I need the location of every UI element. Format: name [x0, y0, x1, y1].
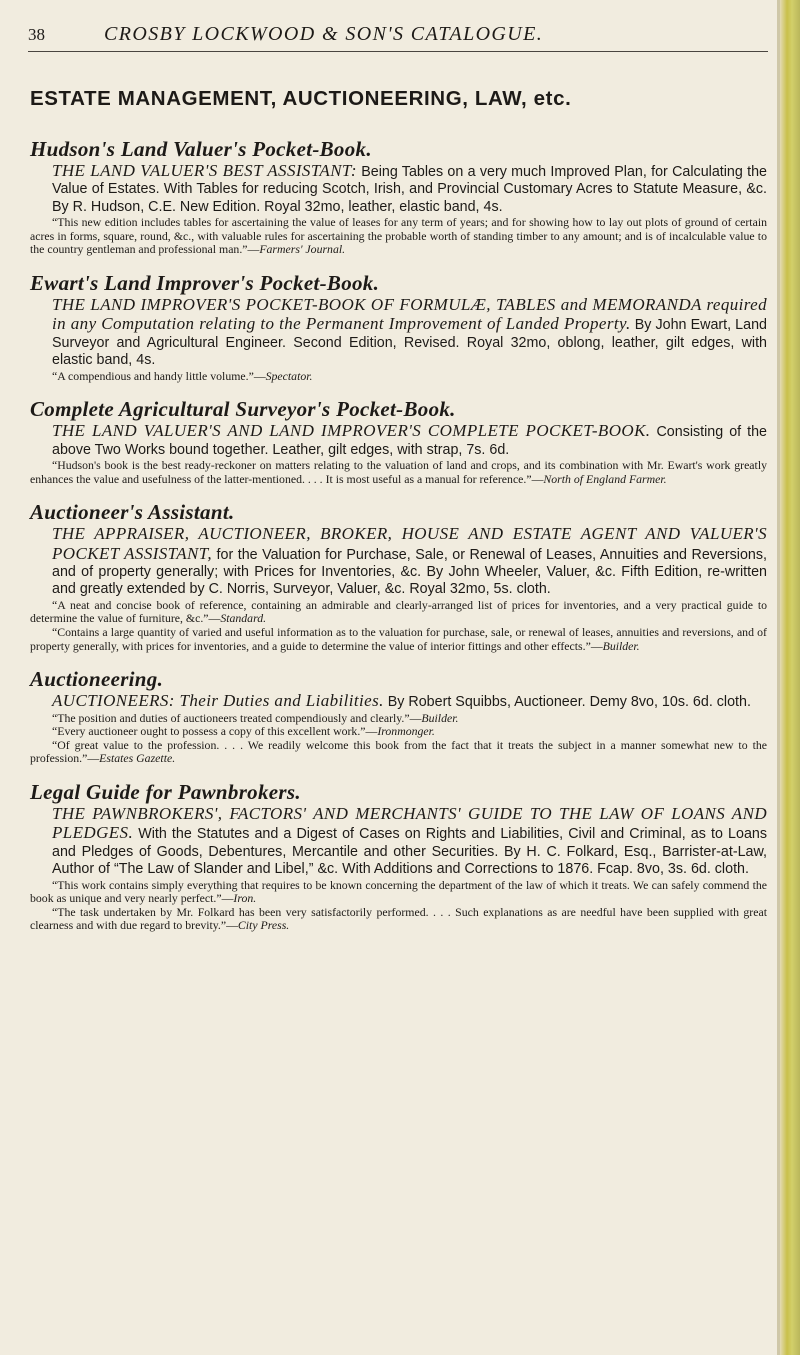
quote-text: “The position and duties of auctioneers treated compendiously and clearly.”— — [52, 710, 422, 725]
entry-heading: Complete Agricultural Surveyor's Pocket-Book. — [30, 397, 456, 422]
catalogue-entry — [30, 667, 767, 766]
entry-heading: Auctioneering. — [30, 667, 164, 692]
entry-title: THE LAND VALUER'S BEST ASSISTANT: — [52, 161, 357, 180]
page-edge — [780, 0, 800, 1355]
quote-source: Builder. — [602, 638, 640, 653]
review-quote — [30, 216, 767, 257]
entry-body — [52, 162, 767, 216]
review-quote — [30, 712, 767, 726]
entry-heading: Legal Guide for Pawnbrokers. — [30, 780, 301, 804]
page-number: 38 — [28, 25, 45, 44]
review-quote — [30, 739, 767, 766]
entry-description: for the Valuation for Purchase, Sale, or Renewal of Leases, Annuities and Reversions, and of property generally; with Prices for Inventories, &c. By John Wheeler, Valuer, &c. Fifth Edition, re-written and greatly extended by C. Norris, Surveyor, Valuer, &c. Royal 32mo, 5s. cloth. — [52, 546, 767, 598]
entry-heading: Ewart's Land Improver's Pocket-Book. — [30, 271, 380, 295]
quote-text: “This new edition includes tables for ascertaining the value of leases for any term of years; and for showing how to lay out plots of ground of certain acres in forms, square, round, &c., with valuable rules for ascertaining the probable worth of standing timber to any amount; and is of incalculable value to the country gentleman and professional man.”— — [30, 215, 767, 257]
review-quote — [30, 370, 767, 384]
entry-body — [52, 692, 767, 711]
quote-source: City Press. — [237, 918, 290, 933]
entry-title: THE LAND IMPROVER'S POCKET-BOOK OF FORMULÆ, TABLES and MEMORANDA required in any Computation relating to the Permanent Improvement of Landed Property. — [52, 295, 767, 334]
entry-title: THE LAND VALUER'S AND LAND IMPROVER'S COMPLETE POCKET-BOOK. — [52, 421, 651, 441]
quote-source: Ironmonger. — [377, 724, 435, 739]
quote-text: “A neat and concise book of reference, containing an admirable and clearly-arranged list of prices for inventories, and a very practical guide to determine the value of furniture, &c.”— — [30, 597, 767, 626]
review-quote — [30, 599, 767, 626]
entry-body — [52, 296, 767, 370]
quote-source: North of England Farmer. — [543, 471, 667, 486]
catalogue-entry — [30, 397, 767, 486]
quote-text: “Hudson's book is the best ready-reckoner on matters relating to the valuation of land and crops, and its combination with Mr. Ewart's work greatly enhances the value and usefulness of the latter-mentioned. . . . It is most useful as a manual for reference.”— — [30, 458, 767, 486]
quote-text: “The task undertaken by Mr. Folkard has been very satisfactorily performed. . . . Such explanations as are needful have been supplied with great clearness and with due regard to brevity.”— — [30, 904, 767, 933]
entry-title: THE APPRAISER, AUCTIONEER, BROKER, HOUSE AND ESTATE AGENT AND VALUER'S POCKET ASSISTANT, — [52, 524, 767, 563]
review-quote — [30, 626, 767, 653]
review-quote — [30, 879, 767, 906]
entry-heading: Auctioneer's Assistant. — [30, 500, 235, 525]
entry-description: With the Statutes and a Digest of Cases on Rights and Liabilities, Civil and Criminal, as to Loans and Pledges of Goods, Debentures, Mercantile and other Securities. By H. C. Folkard, Esq., Barrister-at-Law, Author of “The Law of Slander and Libel,” &c. With Additions and Corrections to 1876. Fcap. 8vo, 3s. 6d. cloth. — [52, 826, 767, 878]
section-title: ESTATE MANAGEMENT, AUCTIONEERING, LAW, etc. — [30, 87, 572, 110]
catalogue-entry — [30, 137, 767, 257]
quote-source: Estates Gazette. — [99, 751, 176, 766]
catalogue-entry — [30, 500, 767, 653]
entries-list — [30, 137, 767, 947]
entry-title: THE PAWNBROKERS', FACTORS' AND MERCHANTS' GUIDE TO THE LAW OF LOANS AND PLEDGES. — [52, 804, 767, 843]
entry-body — [52, 422, 767, 459]
quote-source: Standard. — [220, 611, 267, 626]
quote-source: Spectator. — [265, 368, 313, 383]
running-header — [28, 23, 770, 46]
review-quote — [30, 459, 767, 486]
entry-body — [52, 805, 767, 879]
entry-title: AUCTIONEERS: Their Duties and Liabilities. — [52, 691, 384, 711]
entry-description: Consisting of the above Two Works bound together. Leather, gilt edges, with strap, 7s. 6d. — [52, 424, 768, 458]
quote-text: “Of great value to the profession. . . . We readily welcome this book from the fact that it treats the subject in a manner somewhat new to the profession.”— — [30, 737, 767, 766]
entry-description: By Robert Squibbs, Auctioneer. Demy 8vo, 10s. 6d. cloth. — [383, 694, 751, 711]
quote-text: “This work contains simply everything that requires to be known concerning the department of the law of which it treats. We can safely commend the book as unique and very nearly perfect.”— — [30, 877, 767, 906]
running-title: CROSBY LOCKWOOD & SON'S CATALOGUE. — [104, 23, 544, 45]
entry-heading: Hudson's Land Valuer's Pocket-Book. — [30, 137, 372, 161]
entry-description: By John Ewart, Land Surveyor and Agricultural Engineer. Second Edition, Revised. Royal 32mo, oblong, leather, gilt edges, with elastic band, 4s. — [52, 317, 767, 369]
quote-text: “Every auctioneer ought to possess a copy of this excellent work.”— — [52, 724, 378, 739]
quote-source: Farmers' Journal. — [259, 242, 346, 257]
quote-source: Iron. — [233, 891, 257, 906]
entry-description: Being Tables on a very much Improved Plan, for Calculating the Value of Estates. With Tables for reducing Scotch, Irish, and Provincial Customary Acres to Statute Measure, &c. By R. Hudson, C.E. New Edition. Royal 32mo, leather, elastic band, 4s. — [52, 164, 767, 215]
review-quote — [30, 906, 767, 933]
quote-source: Builder. — [421, 710, 459, 725]
quote-text: “A compendious and handy little volume.”— — [52, 368, 266, 383]
entry-body — [52, 525, 767, 599]
quote-text: “Contains a large quantity of varied and useful information as to the valuation for purchase, sale, or renewal of leases, annuities and reversions, and of property generally, with prices for inventories, and a guide to determine the value of interior fittings and other effects.”— — [30, 625, 767, 653]
review-quote — [30, 725, 767, 739]
catalogue-entry — [30, 271, 767, 383]
catalogue-entry — [30, 780, 767, 933]
header-rule — [28, 51, 768, 52]
